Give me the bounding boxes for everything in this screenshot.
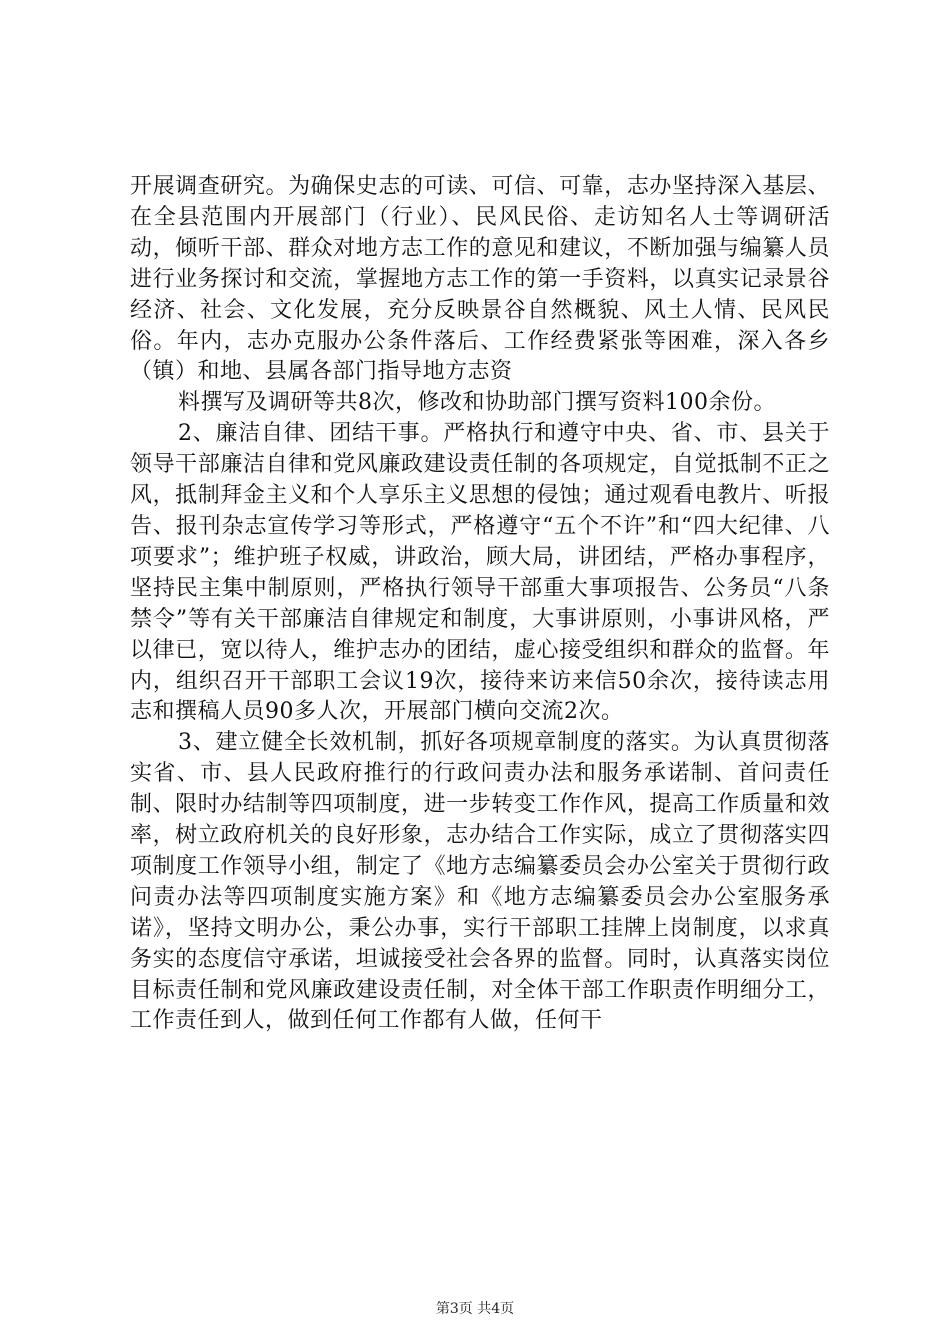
paragraph-long-term-mechanism: 3、建立健全长效机制，抓好各项规章制度的落实。为认真贯彻落实省、市、县人民政府推行的行政问责办法和服务承诺制、首问责任制、限时办结制等四项制度，进一步转变工作作风，提高工作质量和效率，树立政府机关的良好形象，志办结合工作实际，成立了贯彻落实四项制度工作领导小组，制定了《地方志编纂委员会办公室关于贯彻行政问责办法等四项制度实施方案》和《地方志编纂委员会办公室服务承诺》，坚持文明办公，秉公办事，实行干部职工挂牌上岗制度，以求真务实的态度信守承诺，坦诚接受社会各界的监督。同时，认真落实岗位目标责任制和党风廉政建设责任制，对全体干部工作职责作明细分工，工作责任到人，做到任何工作都有人做，任何干 bbox=[130, 730, 830, 1034]
document-body bbox=[130, 172, 830, 1037]
paragraph-survey-continuation: 料撰写及调研等共8次，修改和协助部门撰写资料100余份。 bbox=[178, 390, 776, 416]
paragraph-survey-research: 开展调查研究。为确保史志的可读、可信、可靠，志办坚持深入基层、在全县范围内开展部门（行业）、民风民俗、走访知名人士等调研活动，倾听干部、群众对地方志工作的意见和建议，不断加强与编纂人员进行业务探讨和交流，掌握地方志工作的第一手资料，以真实记录景谷经济、社会、文化发展，充分反映景谷自然概貌、风土人情、民风民俗。年内，志办克服办公条件落后、工作经费紧张等困难，深入各乡（镇）和地、县属各部门指导地方志资 bbox=[130, 174, 830, 385]
page-number-footer: 第3页 共4页 bbox=[435, 1301, 515, 1317]
paragraph-integrity-self-discipline: 2、廉洁自律、团结干事。严格执行和遵守中央、省、市、县关于领导干部廉洁自律和党风廉政建设责任制的各项规定，自觉抵制不正之风，抵制拜金主义和个人享乐主义思想的侵蚀；通过观看电教片、听报告、报刊杂志宣传学习等形式，严格遵守“五个不许”和“四大纪律、八项要求”；维护班子权威，讲政治，顾大局，讲团结，严格办事程序，坚持民主集中制原则，严格执行领导干部重大事项报告、公务员“八条禁令”等有关干部廉洁自律规定和制度，大事讲原则，小事讲风格，严以律已，宽以待人，维护志办的团结，虚心接受组织和群众的监督。年内，组织召开干部职工会议19次，接待来访来信50余次，接待读志用志和撰稿人员90多人次，开展部门横向交流2次。 bbox=[130, 421, 830, 725]
